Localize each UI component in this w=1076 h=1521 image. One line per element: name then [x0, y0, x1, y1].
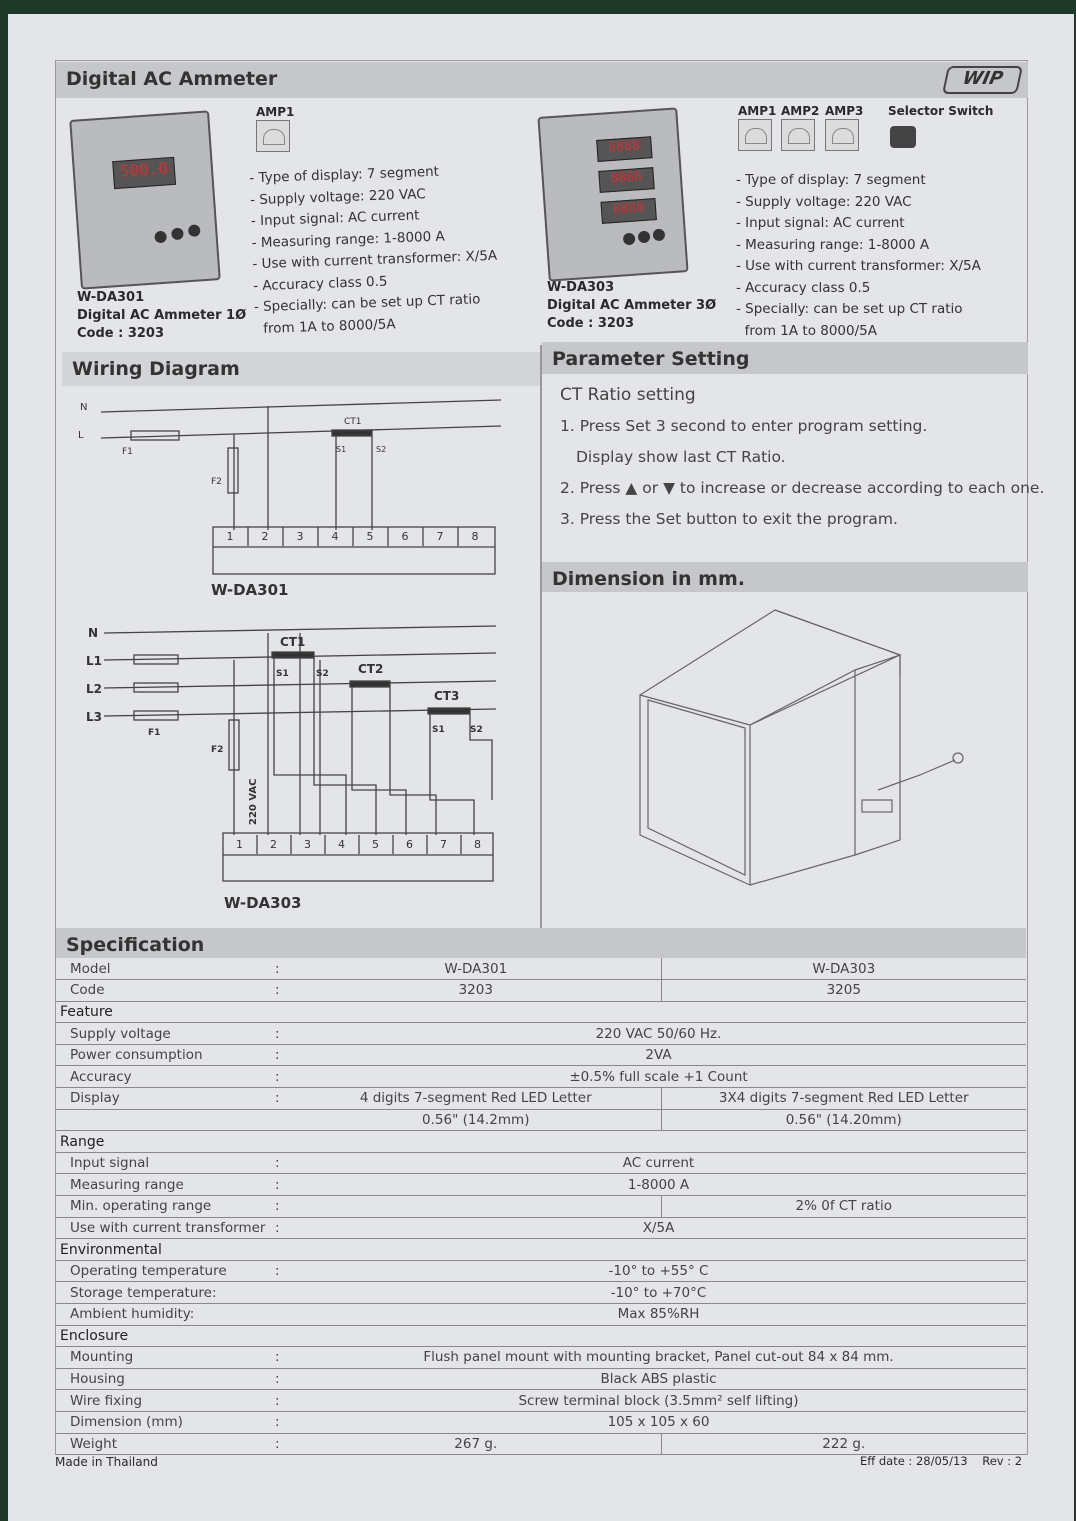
- terminal-3: 3: [304, 838, 311, 851]
- spec-row: [56, 1152, 1026, 1174]
- spec-colon: :: [271, 1066, 291, 1088]
- title-bar: [56, 62, 1028, 98]
- spec-row: [56, 1433, 1026, 1455]
- spec-colon: [271, 1109, 291, 1131]
- spec-row: [56, 1390, 1026, 1412]
- section-heading: Dimension in mm.: [552, 568, 745, 590]
- wiring-diagram: [56, 390, 540, 930]
- spec-value-w-da301: 0.56" (14.2mm): [291, 1109, 661, 1131]
- terminal-6: 6: [401, 530, 409, 543]
- model-name: W-DA303: [547, 280, 615, 295]
- spec-label: Min. operating range: [56, 1196, 271, 1218]
- selector-switch-label: Selector Switch: [888, 104, 994, 118]
- spec-row: [56, 1088, 1026, 1110]
- spec-section-heading: Feature: [56, 1001, 1026, 1023]
- spec-label: Operating temperature: [56, 1260, 271, 1282]
- spec-row: [56, 1109, 1026, 1131]
- fuse2-label: F2: [211, 745, 224, 755]
- spec-label: Use with current transformer: [56, 1217, 271, 1239]
- terminal-4: 4: [331, 530, 339, 543]
- spec-label: Display: [56, 1088, 271, 1110]
- ct1-label: CT1: [280, 635, 306, 649]
- spec-label: Storage temperature:: [56, 1282, 271, 1304]
- spec-bullet: from 1A to 8000/5A: [736, 322, 877, 339]
- spec-label: Weight: [56, 1433, 271, 1455]
- spec-row: [56, 1174, 1026, 1196]
- line-label: L: [78, 430, 84, 441]
- s2-label: S2: [376, 445, 387, 454]
- step-2: 2. Press ▲ or ▼ to increase or decrease according to each one.: [560, 479, 1045, 497]
- ammeter-icon: [781, 119, 815, 151]
- specification-section-title: [56, 928, 1026, 958]
- selector-switch-icon: [890, 126, 916, 148]
- spec-value: Black ABS plastic: [291, 1368, 1026, 1390]
- spec-row: [56, 958, 1026, 980]
- terminal-1: 1: [236, 838, 243, 851]
- spec-colon: :: [271, 1347, 291, 1369]
- dimension-drawing: [600, 600, 980, 900]
- left-spec-list: [249, 160, 500, 340]
- made-in-label: Made in Thailand: [55, 1455, 158, 1469]
- spec-colon: :: [271, 1044, 291, 1066]
- spec-colon: :: [271, 1217, 291, 1239]
- dimension-section-title: [542, 562, 1028, 592]
- terminal-5: 5: [372, 838, 379, 851]
- ct-label: CT1: [344, 417, 362, 427]
- spec-section-heading: Range: [56, 1131, 1026, 1153]
- terminal-3: 3: [296, 530, 304, 543]
- product-code: Code : 3203: [77, 326, 165, 341]
- terminal-7: 7: [436, 530, 444, 543]
- lcd-display-2: 8888: [598, 167, 654, 193]
- terminal-4: 4: [338, 838, 345, 851]
- amp2-label: AMP2: [781, 104, 820, 118]
- wip-logo: WIP: [942, 66, 1023, 94]
- right-spec-list: [736, 170, 981, 342]
- wiring-section-title: [62, 352, 540, 386]
- spec-value: AC current: [291, 1152, 1026, 1174]
- spec-bullet: - Type of display: 7 segment: [736, 172, 926, 188]
- spec-value-w-da301: [291, 1196, 661, 1218]
- spec-colon: [271, 1304, 291, 1326]
- spec-colon: :: [271, 1174, 291, 1196]
- product-name: Digital AC Ammeter 3Ø: [547, 298, 717, 313]
- spec-section-heading: Enclosure: [56, 1325, 1026, 1347]
- spec-value-w-da301: 3203: [291, 980, 661, 1002]
- l2-label: L2: [86, 682, 102, 696]
- ct2-label: CT2: [358, 662, 384, 676]
- effective-date: Eff date : 28/05/13 Rev : 2: [860, 1454, 1023, 1468]
- spec-row: [56, 1044, 1026, 1066]
- spec-row: [56, 1066, 1026, 1088]
- step-1: 1. Press Set 3 second to enter program setting.: [560, 417, 928, 435]
- spec-bullet: - Use with current transformer: X/5A: [736, 258, 981, 274]
- spec-row: [56, 1325, 1026, 1347]
- spec-row: [56, 1196, 1026, 1218]
- terminal-8: 8: [471, 530, 479, 543]
- spec-value-w-da301: 4 digits 7-segment Red LED Letter: [291, 1088, 661, 1110]
- spec-row: [56, 1217, 1026, 1239]
- s2-label: S2: [470, 725, 483, 735]
- section-heading: Specification: [66, 934, 205, 956]
- l3-label: L3: [86, 710, 102, 724]
- ammeter-3-phase-image: [537, 107, 688, 281]
- ct-ratio-heading: CT Ratio setting: [560, 385, 696, 405]
- l1-label: L1: [86, 654, 102, 668]
- spec-value: -10° to +70°C: [291, 1282, 1026, 1304]
- spec-value-w-da301: 267 g.: [291, 1433, 661, 1455]
- spec-colon: :: [271, 958, 291, 980]
- spec-row: [56, 1239, 1026, 1261]
- lcd-display-1: 8888: [596, 136, 652, 162]
- spec-value-w-da303: 3X4 digits 7-segment Red LED Letter: [661, 1088, 1026, 1110]
- lcd-display: 500.0: [112, 157, 176, 189]
- neutral-label: N: [88, 626, 99, 640]
- s1-label: S1: [276, 669, 289, 679]
- spec-row: [56, 1347, 1026, 1369]
- s1-label: S1: [336, 445, 347, 454]
- spec-label: Accuracy: [56, 1066, 271, 1088]
- spec-label: Power consumption: [56, 1044, 271, 1066]
- spec-value: 2VA: [291, 1044, 1026, 1066]
- terminal-2: 2: [261, 530, 269, 543]
- terminal-1: 1: [226, 530, 234, 543]
- terminal-2: 2: [270, 838, 277, 851]
- amp3-label: AMP3: [825, 104, 864, 118]
- spec-row: [56, 1304, 1026, 1326]
- spec-value-w-da301: W-DA301: [291, 958, 661, 980]
- spec-label: Code: [56, 980, 271, 1002]
- spec-label: Dimension (mm): [56, 1411, 271, 1433]
- lcd-display-3: 8888: [600, 198, 656, 224]
- spec-value-w-da303: 222 g.: [661, 1433, 1026, 1455]
- spec-row: [56, 1368, 1026, 1390]
- spec-colon: [271, 1282, 291, 1304]
- spec-label: Model: [56, 958, 271, 980]
- diagram-model-label: W-DA301: [211, 581, 289, 599]
- spec-label: Input signal: [56, 1152, 271, 1174]
- spec-value: ±0.5% full scale +1 Count: [291, 1066, 1026, 1088]
- spec-colon: :: [271, 1152, 291, 1174]
- amp1-label: AMP1: [256, 105, 295, 119]
- parameter-text: [560, 380, 1044, 535]
- spec-value: -10° to +55° C: [291, 1260, 1026, 1282]
- spec-value: Screw terminal block (3.5mm² self lifting): [291, 1390, 1026, 1412]
- product-code: Code : 3203: [547, 316, 635, 331]
- model-name: W-DA301: [77, 290, 145, 305]
- amp1-label: AMP1: [738, 104, 777, 118]
- spec-value-w-da303: W-DA303: [661, 958, 1026, 980]
- spec-row: [56, 1411, 1026, 1433]
- step-1-note: Display show last CT Ratio.: [576, 448, 786, 466]
- spec-bullet: - Supply voltage: 220 VAC: [736, 193, 912, 210]
- spec-bullet: - Measuring range: 1-8000 A: [251, 228, 445, 251]
- ammeter-icon: [738, 119, 772, 151]
- spec-bullet: - Input signal: AC current: [250, 207, 420, 230]
- terminal-6: 6: [406, 838, 413, 851]
- spec-label: Supply voltage: [56, 1023, 271, 1045]
- spec-colon: :: [271, 1390, 291, 1412]
- fuse2-label: F2: [211, 477, 222, 487]
- terminal-5: 5: [366, 530, 374, 543]
- spec-value-w-da303: 2% 0f CT ratio: [661, 1196, 1026, 1218]
- spec-label: Measuring range: [56, 1174, 271, 1196]
- spec-row: [56, 1260, 1026, 1282]
- spec-colon: :: [271, 1196, 291, 1218]
- spec-row: [56, 1282, 1026, 1304]
- step-3: 3. Press the Set button to exit the program.: [560, 510, 898, 528]
- ammeter-icon: [825, 119, 859, 151]
- spec-bullet: - Type of display: 7 segment: [249, 163, 440, 187]
- neutral-label: N: [80, 402, 88, 413]
- spec-label: [56, 1109, 271, 1131]
- spec-bullet: - Supply voltage: 220 VAC: [249, 185, 426, 208]
- spec-value: X/5A: [291, 1217, 1026, 1239]
- s1-label: S1: [432, 725, 445, 735]
- ammeter-1-phase-image: [69, 110, 221, 289]
- specification-table: [56, 958, 1026, 1455]
- ammeter-icon: [256, 120, 290, 152]
- spec-colon: :: [271, 1368, 291, 1390]
- spec-bullet: - Accuracy class 0.5: [252, 273, 388, 294]
- paper-sheet: [8, 14, 1074, 1521]
- section-heading: Wiring Diagram: [72, 358, 240, 380]
- spec-value: Flush panel mount with mounting bracket, Panel cut-out 84 x 84 mm.: [291, 1347, 1026, 1369]
- spec-colon: :: [271, 1260, 291, 1282]
- spec-label: Mounting: [56, 1347, 271, 1369]
- spec-value-w-da303: 0.56" (14.20mm): [661, 1109, 1026, 1131]
- spec-row: [56, 980, 1026, 1002]
- spec-bullet: - Specially: can be set up CT ratio: [736, 301, 963, 317]
- spec-row: [56, 1023, 1026, 1045]
- diagram-model-label: W-DA303: [224, 894, 302, 912]
- spec-label: Wire fixing: [56, 1390, 271, 1412]
- parameter-section-title: [542, 342, 1028, 374]
- spec-value: 1-8000 A: [291, 1174, 1026, 1196]
- spec-bullet: - Input signal: AC current: [736, 215, 905, 231]
- spec-colon: :: [271, 1411, 291, 1433]
- spec-row: [56, 1001, 1026, 1023]
- spec-bullet: - Measuring range: 1-8000 A: [736, 236, 930, 253]
- spec-row: [56, 1131, 1026, 1153]
- spec-bullet: - Use with current transformer: X/5A: [252, 247, 498, 273]
- ct3-label: CT3: [434, 689, 460, 703]
- spec-bullet: from 1A to 8000/5A: [254, 315, 396, 337]
- terminal-8: 8: [474, 838, 481, 851]
- spec-colon: :: [271, 1088, 291, 1110]
- spec-colon: :: [271, 1433, 291, 1455]
- spec-value: 220 VAC 50/60 Hz.: [291, 1023, 1026, 1045]
- page-title: Digital AC Ammeter: [66, 68, 278, 90]
- spec-value: 105 x 105 x 60: [291, 1411, 1026, 1433]
- terminal-7: 7: [440, 838, 447, 851]
- spec-bullet: - Accuracy class 0.5: [736, 279, 871, 296]
- product-name: Digital AC Ammeter 1Ø: [77, 308, 247, 323]
- spec-label: Housing: [56, 1368, 271, 1390]
- s2-label: S2: [316, 669, 329, 679]
- spec-section-heading: Environmental: [56, 1239, 1026, 1261]
- vac-label: 220 VAC: [248, 778, 259, 825]
- fuse1-label: F1: [122, 447, 133, 457]
- section-heading: Parameter Setting: [552, 348, 750, 370]
- spec-bullet: - Specially: can be set up CT ratio: [253, 291, 481, 316]
- spec-value: Max 85%RH: [291, 1304, 1026, 1326]
- spec-value-w-da303: 3205: [661, 980, 1026, 1002]
- spec-label: Ambient humidity:: [56, 1304, 271, 1326]
- fuse1-label: F1: [148, 728, 161, 738]
- spec-colon: :: [271, 980, 291, 1002]
- spec-colon: :: [271, 1023, 291, 1045]
